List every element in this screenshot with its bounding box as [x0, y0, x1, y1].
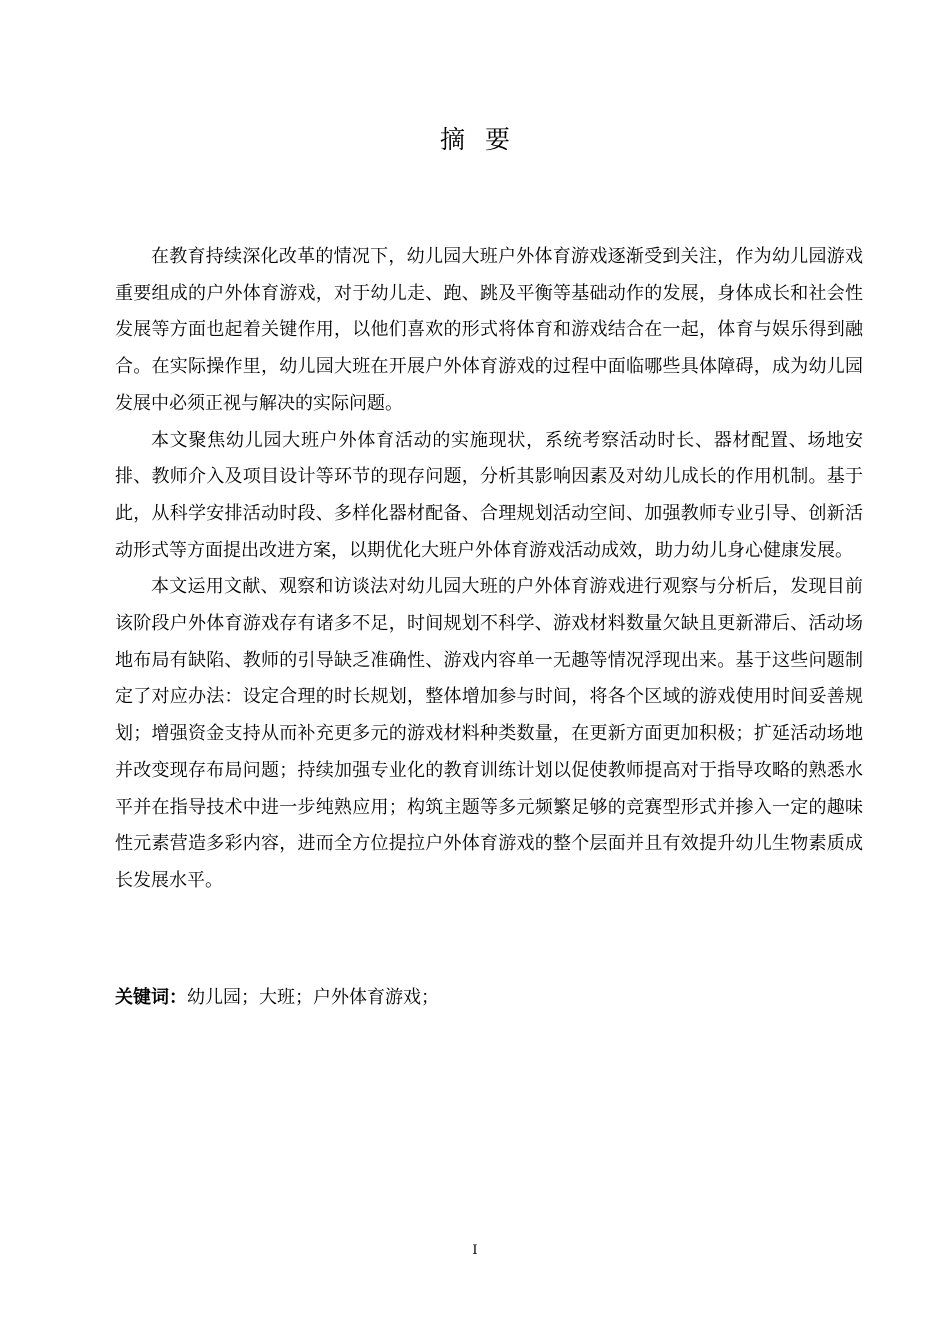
- page-number: I: [472, 1243, 478, 1258]
- keywords-value: 幼儿园；大班；户外体育游戏；: [187, 987, 439, 1008]
- abstract-body: [115, 239, 863, 900]
- abstract-title: [0, 120, 950, 156]
- abstract-paragraph-3: 本文运用文献、观察和访谈法对幼儿园大班的户外体育游戏进行观察与分析后，发现目前该阶段户外体育游戏存有诸多不足，时间规划不科学、游戏材料数量欠缺且更新滞后、活动场地布局有缺陷、教师的引导缺乏准确性、游戏内容单一无趣等情况浮现出来。基于这些问题制定了对应办法：设定合理的时长规划，整体增加参与时间，将各个区域的游戏使用时间妥善规划；增强资金支持从而补充更多元的游戏材料种类数量，在更新方面更加积极；扩延活动场地并改变现存布局问题；持续加强专业化的教育训练计划以促使教师提高对于指导攻略的熟悉水平并在指导技术中进一步纯熟应用；构筑主题等多元频繁足够的竞赛型形式并掺入一定的趣味性元素营造多彩内容，进而全方位提拉户外体育游戏的整个层面并且有效提升幼儿生物素质成长发展水平。: [115, 576, 863, 891]
- abstract-paragraph-2: 本文聚焦幼儿园大班户外体育活动的实施现状，系统考察活动时长、器材配置、场地安排、教师介入及项目设计等环节的现存问题，分析其影响因素及对幼儿成长的作用机制。基于此，从科学安排活动时段、多样化器材配备、合理规划活动空间、加强教师专业引导、创新活动形式等方面提出改进方案，以期优化大班户外体育游戏活动成效，助力幼儿身心健康发展。: [115, 429, 863, 561]
- keywords-label: 关键词：: [115, 987, 187, 1008]
- keywords-line: [115, 983, 863, 1013]
- abstract-paragraph-1: 在教育持续深化改革的情况下，幼儿园大班户外体育游戏逐渐受到关注，作为幼儿园游戏重要组成的户外体育游戏，对于幼儿走、跑、跳及平衡等基础动作的发展，身体成长和社会性发展等方面也起着关键作用，以他们喜欢的形式将体育和游戏结合在一起，体育与娱乐得到融合。在实际操作里，幼儿园大班在开展户外体育游戏的过程中面临哪些具体障碍，成为幼儿园发展中必须正视与解决的实际问题。: [115, 246, 863, 414]
- title-char: 摘: [439, 125, 465, 154]
- title-char: 要: [485, 125, 511, 154]
